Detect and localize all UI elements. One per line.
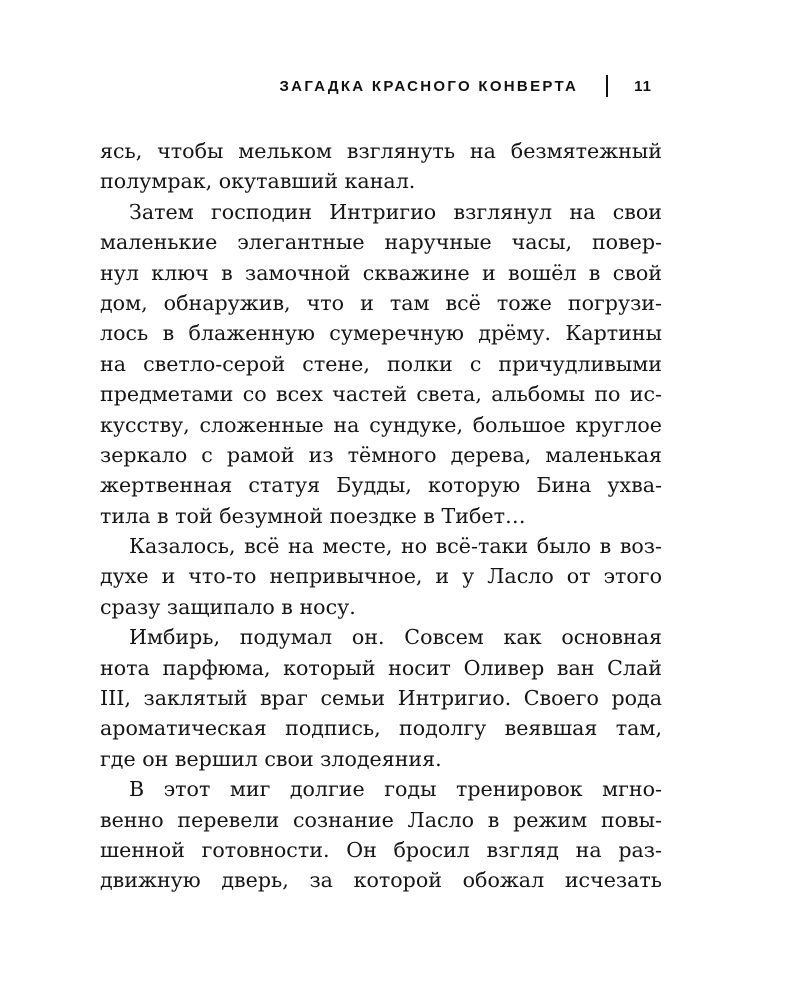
text-line: на светло-серой стене, полки с причудливыми xyxy=(100,351,662,376)
text-line: III, заклятый враг семьи Интригио. Своего рода xyxy=(100,686,662,711)
text-line: полумрак, окутавший канал. xyxy=(100,169,416,194)
paragraph xyxy=(100,774,662,896)
paragraph xyxy=(100,531,662,622)
text-line: кусству, сложенные на сундуке, большое круглое xyxy=(100,412,662,437)
book-title: ЗАГАДКА КРАСНОГО КОНВЕРТА xyxy=(279,77,579,95)
text-line: предметами со всех частей света, альбомы по ис- xyxy=(100,382,662,407)
text-line: нота парфюма, который носит Оливер ван Слай xyxy=(100,655,662,680)
text-line: тила в той безумной поездке в Тибет… xyxy=(100,503,526,528)
text-line: ароматическая подпись, подолгу веявшая там, xyxy=(100,716,662,741)
text-line: зеркало с рамой из тёмного дерева, маленькая xyxy=(100,442,662,467)
body-text xyxy=(100,136,662,896)
text-line: Имбирь, подумал он. Совсем как основная xyxy=(129,625,662,650)
text-line: жертвенная статуя Будды, которую Бина ухва- xyxy=(100,473,662,498)
text-line: нул ключ в замочной скважине и вошёл в свой xyxy=(100,260,662,285)
text-line: духе и что-то непривычное, и у Ласло от этого xyxy=(100,564,662,589)
text-line: маленькие элегантные наручные часы, повер- xyxy=(100,230,662,255)
text-line: Затем господин Интригио взглянул на свои xyxy=(129,199,662,224)
text-line: сразу защипало в носу. xyxy=(100,594,356,619)
text-line: шенной готовности. Он бросил взгляд на раз- xyxy=(100,837,662,862)
text-line: где он вершил свои злодеяния. xyxy=(100,746,442,771)
header-separator xyxy=(606,75,608,97)
text-line: лось в блаженную сумеречную дрёму. Картины xyxy=(100,321,662,346)
paragraph xyxy=(100,622,662,774)
running-head xyxy=(279,74,652,98)
paragraph xyxy=(100,136,662,197)
text-line: В этот миг долгие годы тренировок мгно- xyxy=(129,777,662,802)
text-line: движную дверь, за которой обожал исчезать xyxy=(100,868,662,893)
text-line: венно перевели сознание Ласло в режим повы- xyxy=(100,807,662,832)
page-number: 11 xyxy=(634,77,652,95)
text-line: Казалось, всё на месте, но всё-таки было в воз- xyxy=(129,534,662,559)
paragraph xyxy=(100,197,662,531)
text-line: ясь, чтобы мельком взглянуть на безмятежный xyxy=(100,139,662,163)
text-line: дом, обнаружив, что и там всё тоже погрузи- xyxy=(100,290,662,315)
